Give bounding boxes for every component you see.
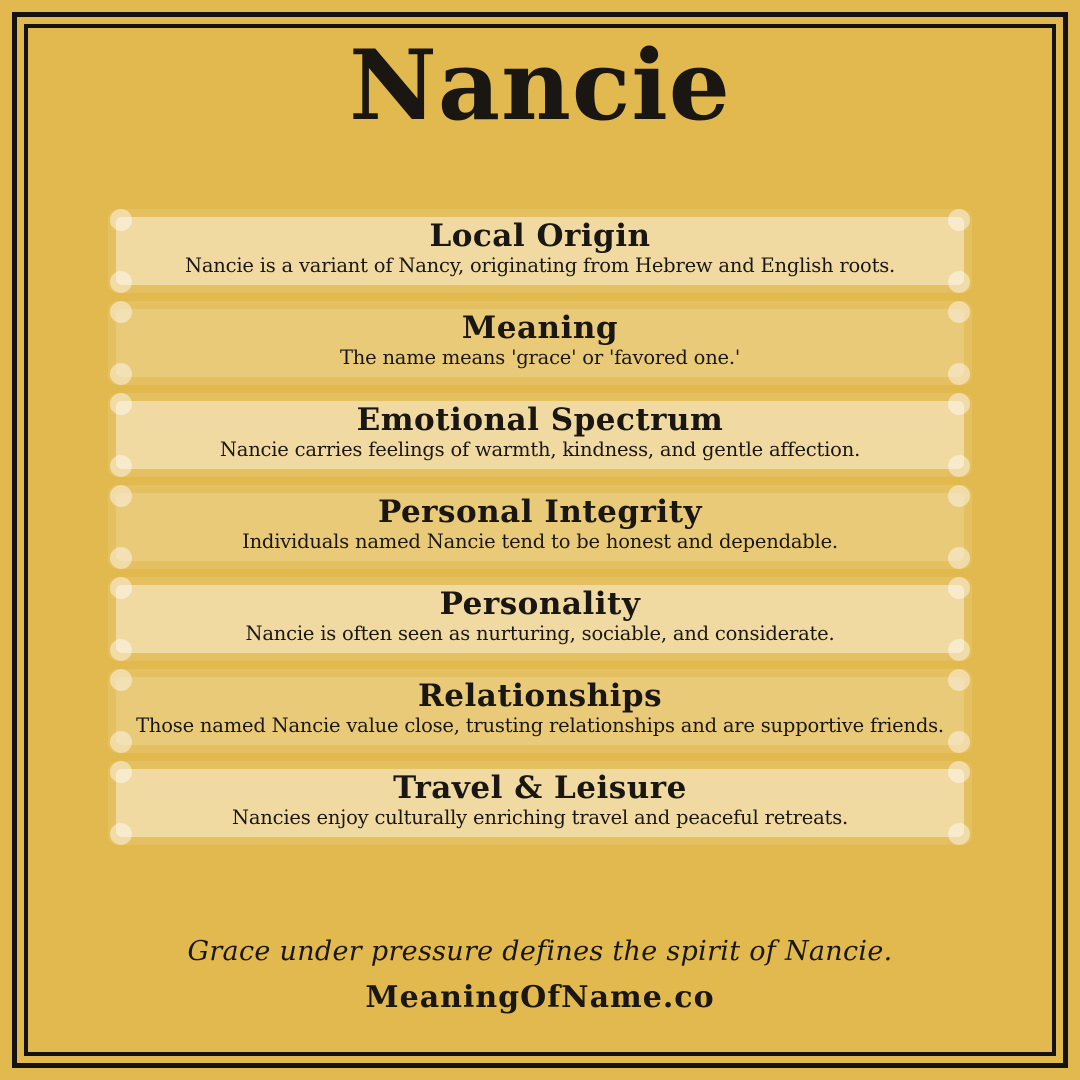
section-heading: Personal Integrity <box>377 494 703 530</box>
section-body: Nancie is a variant of Nancy, originating from Hebrew and English roots. <box>184 254 896 277</box>
section-body: Nancies enjoy culturally enriching travel and peaceful retreats. <box>232 806 848 829</box>
section-heading: Emotional Spectrum <box>356 402 724 438</box>
section-heading: Local Origin <box>429 218 651 254</box>
section-body: Nancie carries feelings of warmth, kindness, and gentle affection. <box>219 438 861 461</box>
section-body: Nancie is often seen as nurturing, sociable, and considerate. <box>245 622 835 645</box>
card-content <box>116 677 964 745</box>
footer-quote: Grace under pressure defines the spirit of Nancie. <box>187 936 893 967</box>
section-heading: Travel & Leisure <box>393 770 687 806</box>
section-card-personality <box>108 577 972 661</box>
section-heading: Meaning <box>461 310 619 346</box>
section-heading: Personality <box>439 586 641 622</box>
brand-name: MeaningOfName.co <box>365 980 715 1015</box>
card-content <box>116 769 964 837</box>
section-card-emotional-spectrum <box>108 393 972 477</box>
section-card-personal-integrity <box>108 485 972 569</box>
section-heading: Relationships <box>417 678 663 714</box>
section-body: Those named Nancie value close, trusting relationships and are supportive friends. <box>136 714 944 737</box>
page-title: Nancie <box>349 29 731 142</box>
section-card-meaning <box>108 301 972 385</box>
section-card-local-origin <box>108 209 972 293</box>
section-card-travel-leisure <box>108 761 972 845</box>
section-card-relationships <box>108 669 972 753</box>
card-content <box>116 217 964 285</box>
card-content <box>116 401 964 469</box>
card-content <box>116 493 964 561</box>
section-body: Individuals named Nancie tend to be honest and dependable. <box>242 530 838 553</box>
card-content <box>116 585 964 653</box>
card-content <box>116 309 964 377</box>
section-body: The name means 'grace' or 'favored one.' <box>339 346 741 369</box>
